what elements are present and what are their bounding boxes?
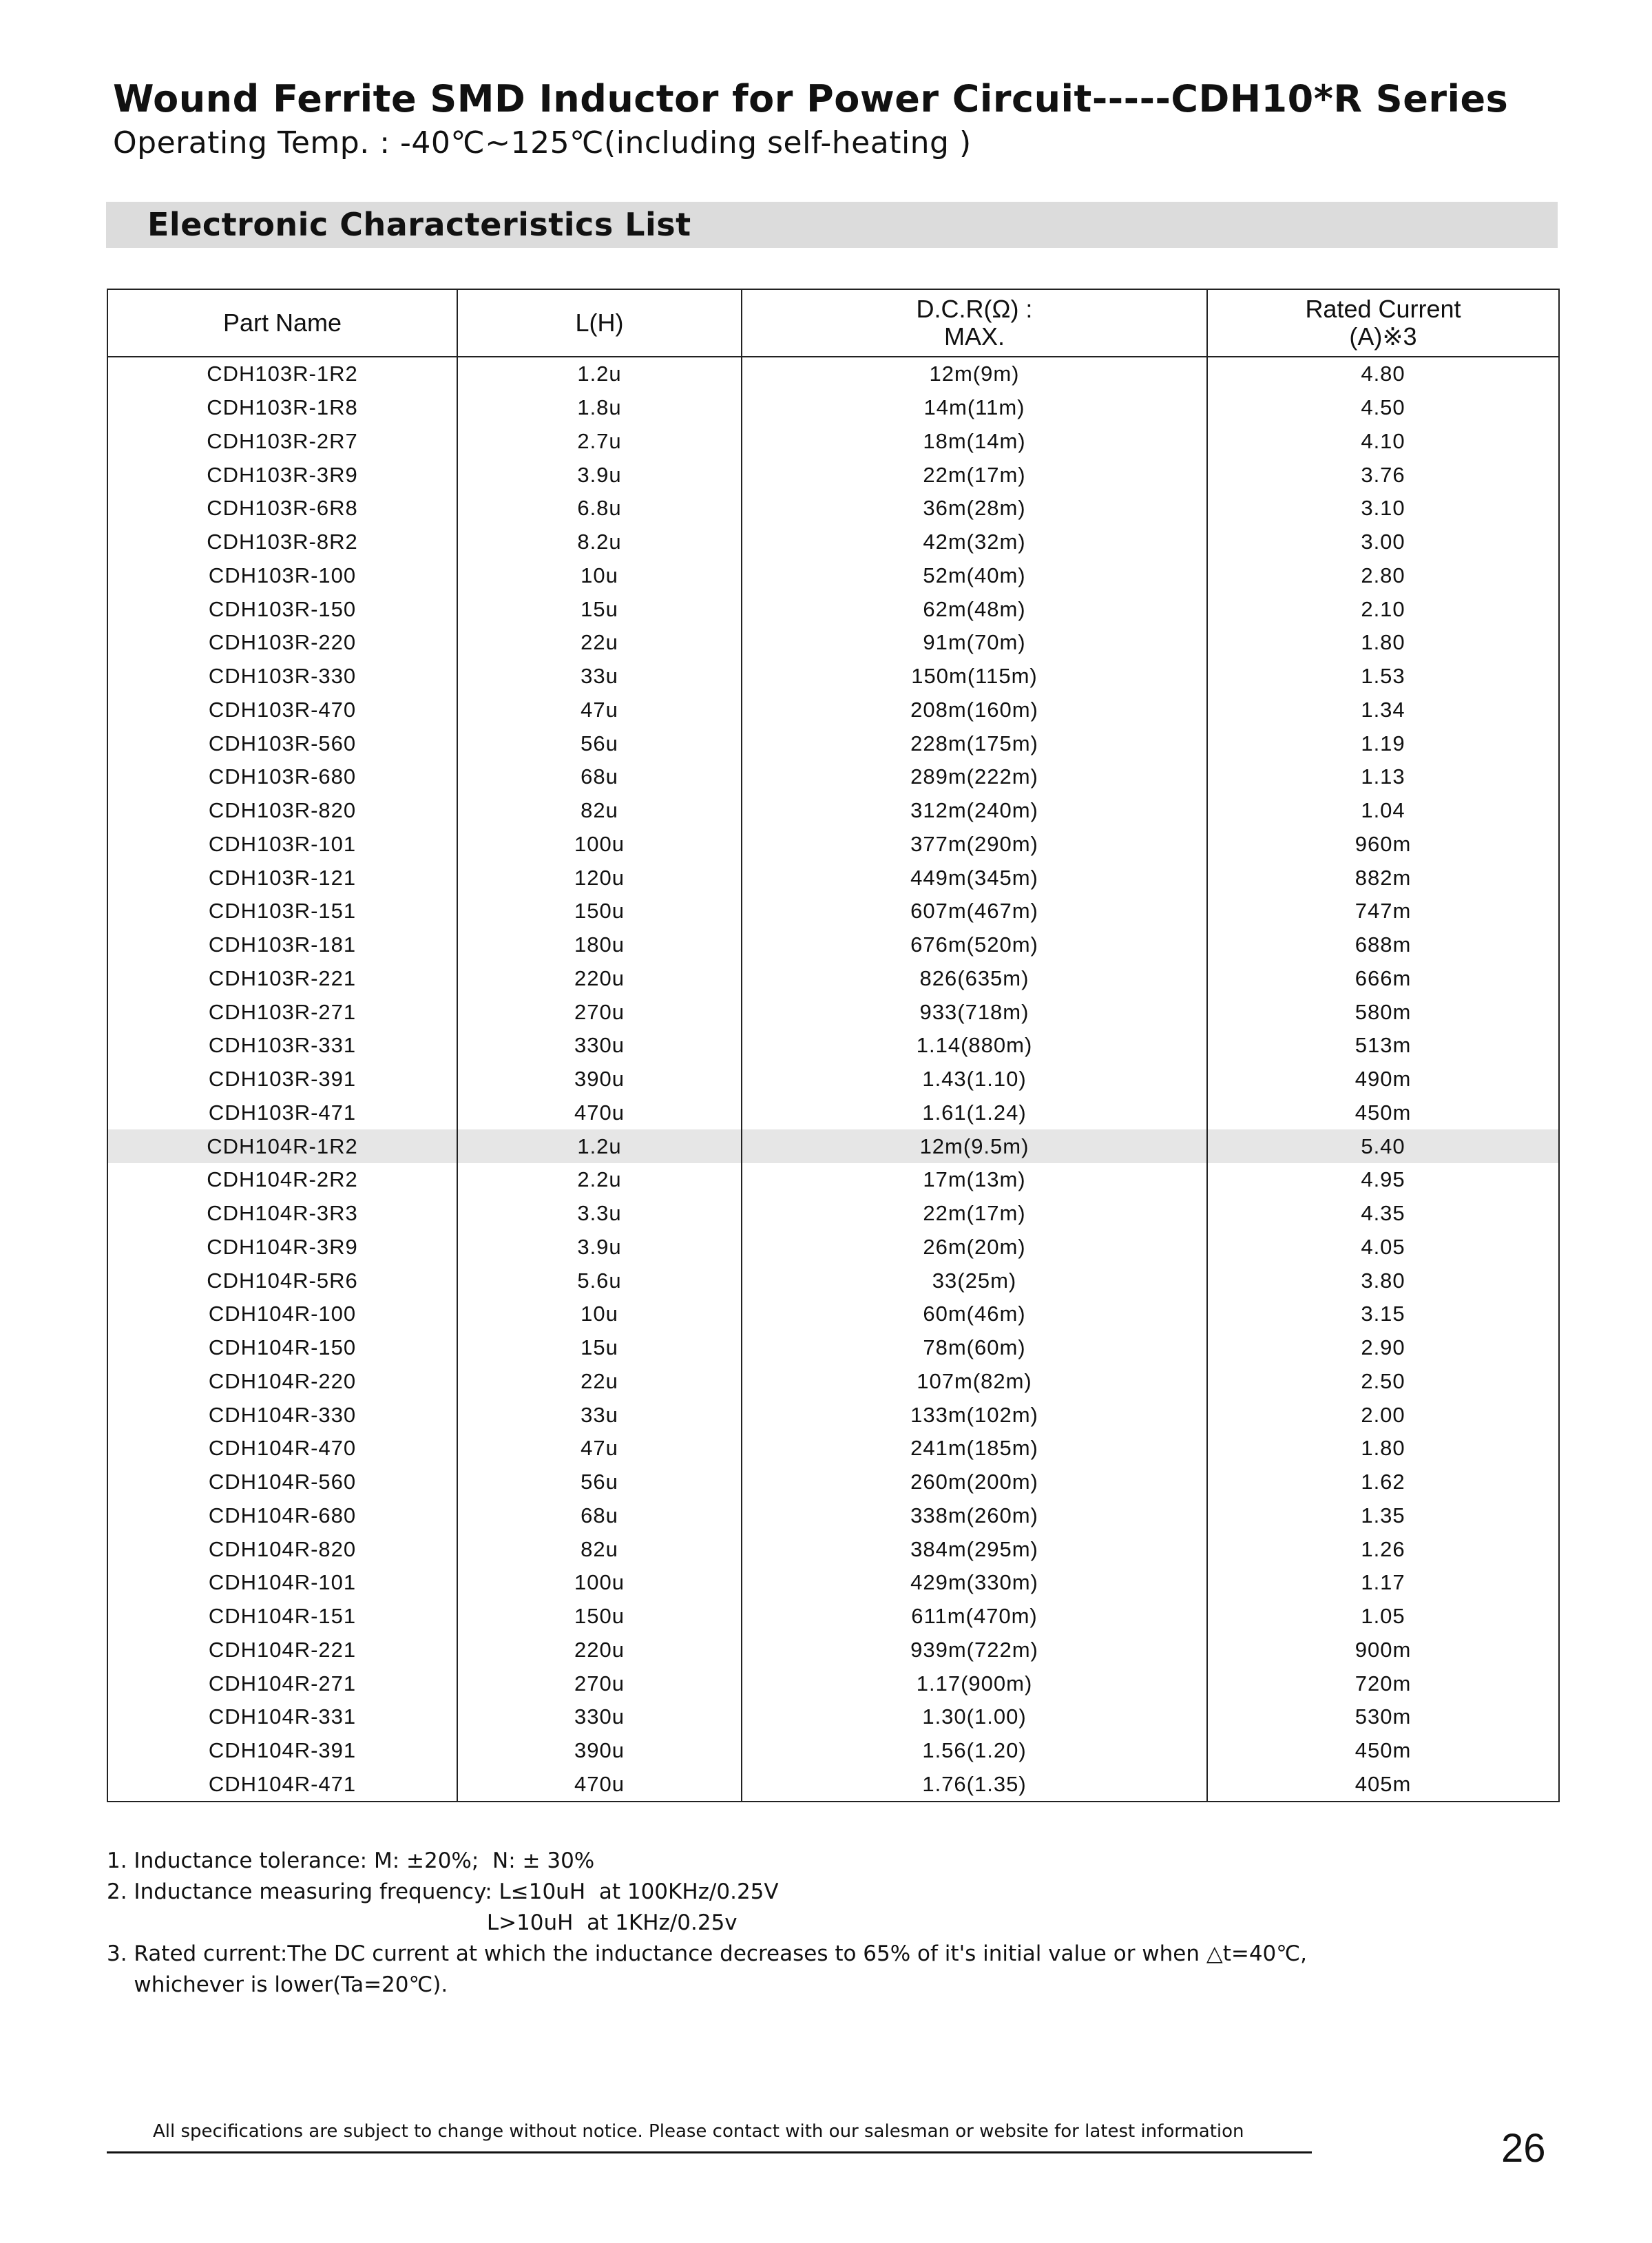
table-row bbox=[107, 895, 1559, 928]
table-row bbox=[107, 1700, 1559, 1734]
cell-dcr: 228m(175m) bbox=[742, 727, 1207, 760]
cell-inductance: 33u bbox=[457, 660, 742, 693]
cell-part-name: CDH104R-101 bbox=[107, 1566, 457, 1600]
cell-dcr: 1.61(1.24) bbox=[742, 1096, 1207, 1130]
table-row bbox=[107, 1063, 1559, 1096]
cell-inductance: 3.9u bbox=[457, 458, 742, 492]
cell-dcr: 1.56(1.20) bbox=[742, 1734, 1207, 1768]
table-header-row bbox=[107, 289, 1559, 357]
table-row bbox=[107, 525, 1559, 559]
cell-part-name: CDH104R-330 bbox=[107, 1398, 457, 1432]
cell-part-name: CDH104R-470 bbox=[107, 1432, 457, 1465]
cell-inductance: 82u bbox=[457, 1532, 742, 1566]
table-row bbox=[107, 1432, 1559, 1465]
cell-rated-current: 4.05 bbox=[1207, 1231, 1559, 1264]
cell-dcr: 14m(11m) bbox=[742, 391, 1207, 425]
table-row bbox=[107, 760, 1559, 794]
cell-dcr: 26m(20m) bbox=[742, 1231, 1207, 1264]
cell-part-name: CDH103R-2R7 bbox=[107, 425, 457, 459]
cell-dcr: 384m(295m) bbox=[742, 1532, 1207, 1566]
cell-inductance: 68u bbox=[457, 1499, 742, 1533]
table-row bbox=[107, 626, 1559, 660]
cell-part-name: CDH103R-1R8 bbox=[107, 391, 457, 425]
characteristics-table bbox=[107, 289, 1560, 1802]
cell-inductance: 22u bbox=[457, 1365, 742, 1399]
table-row bbox=[107, 995, 1559, 1029]
cell-part-name: CDH103R-470 bbox=[107, 693, 457, 727]
notes bbox=[107, 1846, 1307, 2001]
cell-inductance: 8.2u bbox=[457, 525, 742, 559]
cell-dcr: 676m(520m) bbox=[742, 928, 1207, 962]
cell-inductance: 100u bbox=[457, 1566, 742, 1600]
header-rated-line1: Rated Current bbox=[1305, 295, 1461, 323]
cell-rated-current: 4.80 bbox=[1207, 357, 1559, 391]
table-row bbox=[107, 1331, 1559, 1365]
note-frequency-cont: L>10uH at 1KHz/0.25v bbox=[107, 1910, 738, 1935]
cell-inductance: 220u bbox=[457, 962, 742, 996]
cell-inductance: 2.7u bbox=[457, 425, 742, 459]
cell-rated-current: 1.35 bbox=[1207, 1499, 1559, 1533]
table-row bbox=[107, 492, 1559, 525]
section-title: Electronic Characteristics List bbox=[147, 206, 691, 243]
cell-dcr: 260m(200m) bbox=[742, 1465, 1207, 1499]
cell-dcr: 449m(345m) bbox=[742, 861, 1207, 895]
cell-inductance: 150u bbox=[457, 895, 742, 928]
cell-dcr: 1.17(900m) bbox=[742, 1667, 1207, 1700]
cell-part-name: CDH103R-3R9 bbox=[107, 458, 457, 492]
cell-rated-current: 2.00 bbox=[1207, 1398, 1559, 1432]
note-rated-current-cont: whichever is lower(Ta=20℃). bbox=[107, 1972, 448, 1997]
cell-part-name: CDH103R-330 bbox=[107, 660, 457, 693]
cell-inductance: 330u bbox=[457, 1700, 742, 1734]
cell-rated-current: 450m bbox=[1207, 1096, 1559, 1130]
cell-dcr: 60m(46m) bbox=[742, 1297, 1207, 1331]
cell-inductance: 5.6u bbox=[457, 1264, 742, 1297]
cell-rated-current: 2.50 bbox=[1207, 1365, 1559, 1399]
cell-dcr: 1.76(1.35) bbox=[742, 1768, 1207, 1802]
cell-part-name: CDH103R-1R2 bbox=[107, 357, 457, 391]
cell-rated-current: 405m bbox=[1207, 1768, 1559, 1802]
cell-dcr: 107m(82m) bbox=[742, 1365, 1207, 1399]
table-row bbox=[107, 1029, 1559, 1063]
cell-dcr: 22m(17m) bbox=[742, 1197, 1207, 1231]
table-row bbox=[107, 425, 1559, 459]
cell-part-name: CDH104R-3R9 bbox=[107, 1231, 457, 1264]
table-row bbox=[107, 1566, 1559, 1600]
cell-dcr: 611m(470m) bbox=[742, 1600, 1207, 1634]
cell-part-name: CDH103R-6R8 bbox=[107, 492, 457, 525]
cell-part-name: CDH104R-680 bbox=[107, 1499, 457, 1533]
table-row bbox=[107, 1197, 1559, 1231]
cell-rated-current: 4.35 bbox=[1207, 1197, 1559, 1231]
cell-part-name: CDH104R-3R3 bbox=[107, 1197, 457, 1231]
cell-dcr: 18m(14m) bbox=[742, 425, 1207, 459]
table-row bbox=[107, 693, 1559, 727]
cell-rated-current: 960m bbox=[1207, 828, 1559, 862]
cell-dcr: 33(25m) bbox=[742, 1264, 1207, 1297]
cell-inductance: 15u bbox=[457, 592, 742, 626]
cell-inductance: 22u bbox=[457, 626, 742, 660]
cell-part-name: CDH104R-820 bbox=[107, 1532, 457, 1566]
table-row bbox=[107, 1365, 1559, 1399]
cell-inductance: 150u bbox=[457, 1600, 742, 1634]
cell-dcr: 1.14(880m) bbox=[742, 1029, 1207, 1063]
table-row bbox=[107, 1768, 1559, 1802]
cell-inductance: 10u bbox=[457, 1297, 742, 1331]
footer-divider bbox=[107, 2151, 1312, 2153]
cell-rated-current: 2.10 bbox=[1207, 592, 1559, 626]
cell-rated-current: 1.80 bbox=[1207, 1432, 1559, 1465]
table-row bbox=[107, 1231, 1559, 1264]
cell-part-name: CDH104R-2R2 bbox=[107, 1163, 457, 1197]
cell-part-name: CDH103R-271 bbox=[107, 995, 457, 1029]
table-row bbox=[107, 928, 1559, 962]
table-row bbox=[107, 1264, 1559, 1297]
cell-rated-current: 1.13 bbox=[1207, 760, 1559, 794]
cell-dcr: 933(718m) bbox=[742, 995, 1207, 1029]
cell-dcr: 17m(13m) bbox=[742, 1163, 1207, 1197]
cell-part-name: CDH103R-560 bbox=[107, 727, 457, 760]
cell-dcr: 312m(240m) bbox=[742, 794, 1207, 828]
cell-part-name: CDH104R-391 bbox=[107, 1734, 457, 1768]
table-row bbox=[107, 1297, 1559, 1331]
cell-inductance: 270u bbox=[457, 1667, 742, 1700]
cell-inductance: 220u bbox=[457, 1634, 742, 1667]
cell-dcr: 939m(722m) bbox=[742, 1634, 1207, 1667]
header-part-name: Part Name bbox=[107, 289, 457, 357]
cell-part-name: CDH104R-150 bbox=[107, 1331, 457, 1365]
cell-part-name: CDH104R-100 bbox=[107, 1297, 457, 1331]
cell-rated-current: 513m bbox=[1207, 1029, 1559, 1063]
cell-inductance: 82u bbox=[457, 794, 742, 828]
cell-inductance: 6.8u bbox=[457, 492, 742, 525]
cell-inductance: 56u bbox=[457, 727, 742, 760]
table-row bbox=[107, 1163, 1559, 1197]
cell-inductance: 33u bbox=[457, 1398, 742, 1432]
cell-rated-current: 4.10 bbox=[1207, 425, 1559, 459]
cell-dcr: 150m(115m) bbox=[742, 660, 1207, 693]
cell-dcr: 12m(9.5m) bbox=[742, 1129, 1207, 1163]
cell-inductance: 390u bbox=[457, 1734, 742, 1768]
cell-part-name: CDH103R-820 bbox=[107, 794, 457, 828]
table-row bbox=[107, 727, 1559, 760]
cell-rated-current: 450m bbox=[1207, 1734, 1559, 1768]
cell-dcr: 78m(60m) bbox=[742, 1331, 1207, 1365]
cell-inductance: 390u bbox=[457, 1063, 742, 1096]
note-tolerance: 1. Inductance tolerance: M: ±20%; N: ± 30% bbox=[107, 1848, 595, 1873]
table-row bbox=[107, 592, 1559, 626]
cell-inductance: 68u bbox=[457, 760, 742, 794]
table-row bbox=[107, 1532, 1559, 1566]
cell-rated-current: 490m bbox=[1207, 1063, 1559, 1096]
header-dcr-line1: D.C.R(Ω) : bbox=[916, 295, 1033, 323]
cell-rated-current: 1.19 bbox=[1207, 727, 1559, 760]
cell-rated-current: 1.04 bbox=[1207, 794, 1559, 828]
cell-inductance: 470u bbox=[457, 1768, 742, 1802]
operating-temp-subtitle: Operating Temp. : -40℃~125℃(including self-heating ) bbox=[113, 125, 972, 160]
table-row bbox=[107, 861, 1559, 895]
cell-inductance: 3.3u bbox=[457, 1197, 742, 1231]
cell-rated-current: 882m bbox=[1207, 861, 1559, 895]
cell-rated-current: 5.40 bbox=[1207, 1129, 1559, 1163]
table-row bbox=[107, 357, 1559, 391]
cell-part-name: CDH104R-1R2 bbox=[107, 1129, 457, 1163]
cell-dcr: 36m(28m) bbox=[742, 492, 1207, 525]
cell-part-name: CDH103R-8R2 bbox=[107, 525, 457, 559]
cell-part-name: CDH103R-680 bbox=[107, 760, 457, 794]
table-row bbox=[107, 828, 1559, 862]
cell-part-name: CDH104R-221 bbox=[107, 1634, 457, 1667]
cell-dcr: 607m(467m) bbox=[742, 895, 1207, 928]
table-row bbox=[107, 660, 1559, 693]
note-rated-current: 3. Rated current:The DC current at which the inductance decreases to 65% of it's initial value or when △t=40℃, bbox=[107, 1941, 1307, 1966]
cell-dcr: 52m(40m) bbox=[742, 559, 1207, 593]
cell-part-name: CDH103R-121 bbox=[107, 861, 457, 895]
table-body bbox=[107, 357, 1559, 1802]
cell-part-name: CDH104R-151 bbox=[107, 1600, 457, 1634]
cell-rated-current: 530m bbox=[1207, 1700, 1559, 1734]
cell-rated-current: 3.10 bbox=[1207, 492, 1559, 525]
cell-inductance: 2.2u bbox=[457, 1163, 742, 1197]
header-dcr-line2: MAX. bbox=[943, 322, 1005, 351]
footer-disclaimer: All specifications are subject to change without notice. Please contact with our salesman or website for latest information bbox=[153, 2121, 1244, 2142]
cell-inductance: 47u bbox=[457, 1432, 742, 1465]
cell-inductance: 1.2u bbox=[457, 1129, 742, 1163]
cell-inductance: 15u bbox=[457, 1331, 742, 1365]
table-row bbox=[107, 794, 1559, 828]
note-frequency: 2. Inductance measuring frequency: L≤10uH at 100KHz/0.25V bbox=[107, 1879, 779, 1904]
cell-rated-current: 2.80 bbox=[1207, 559, 1559, 593]
table-row bbox=[107, 458, 1559, 492]
cell-dcr: 133m(102m) bbox=[742, 1398, 1207, 1432]
cell-dcr: 62m(48m) bbox=[742, 592, 1207, 626]
table-row bbox=[107, 1096, 1559, 1130]
cell-rated-current: 1.17 bbox=[1207, 1566, 1559, 1600]
cell-rated-current: 688m bbox=[1207, 928, 1559, 962]
header-rated-line2: (A)※3 bbox=[1349, 322, 1417, 351]
cell-rated-current: 1.80 bbox=[1207, 626, 1559, 660]
table-row bbox=[107, 559, 1559, 593]
table-row bbox=[107, 1600, 1559, 1634]
table-row bbox=[107, 391, 1559, 425]
cell-dcr: 338m(260m) bbox=[742, 1499, 1207, 1533]
page-number: 26 bbox=[1501, 2126, 1546, 2171]
cell-rated-current: 3.00 bbox=[1207, 525, 1559, 559]
cell-rated-current: 1.62 bbox=[1207, 1465, 1559, 1499]
cell-part-name: CDH103R-221 bbox=[107, 962, 457, 996]
cell-part-name: CDH103R-471 bbox=[107, 1096, 457, 1130]
table-row bbox=[107, 1465, 1559, 1499]
cell-inductance: 10u bbox=[457, 559, 742, 593]
table-row bbox=[107, 962, 1559, 996]
cell-part-name: CDH104R-271 bbox=[107, 1667, 457, 1700]
table-row bbox=[107, 1734, 1559, 1768]
table-row bbox=[107, 1667, 1559, 1700]
table-row bbox=[107, 1129, 1559, 1163]
cell-rated-current: 4.50 bbox=[1207, 391, 1559, 425]
cell-dcr: 208m(160m) bbox=[742, 693, 1207, 727]
cell-inductance: 270u bbox=[457, 995, 742, 1029]
cell-inductance: 470u bbox=[457, 1096, 742, 1130]
cell-inductance: 3.9u bbox=[457, 1231, 742, 1264]
cell-part-name: CDH104R-331 bbox=[107, 1700, 457, 1734]
cell-dcr: 826(635m) bbox=[742, 962, 1207, 996]
cell-rated-current: 3.15 bbox=[1207, 1297, 1559, 1331]
cell-part-name: CDH103R-150 bbox=[107, 592, 457, 626]
cell-part-name: CDH103R-331 bbox=[107, 1029, 457, 1063]
cell-rated-current: 1.53 bbox=[1207, 660, 1559, 693]
cell-rated-current: 1.26 bbox=[1207, 1532, 1559, 1566]
cell-part-name: CDH103R-100 bbox=[107, 559, 457, 593]
cell-part-name: CDH104R-220 bbox=[107, 1365, 457, 1399]
cell-inductance: 1.2u bbox=[457, 357, 742, 391]
cell-dcr: 1.43(1.10) bbox=[742, 1063, 1207, 1096]
document-title: Wound Ferrite SMD Inductor for Power Circuit-----CDH10*R Series bbox=[113, 77, 1509, 121]
cell-dcr: 377m(290m) bbox=[742, 828, 1207, 862]
cell-inductance: 330u bbox=[457, 1029, 742, 1063]
cell-part-name: CDH103R-220 bbox=[107, 626, 457, 660]
cell-dcr: 429m(330m) bbox=[742, 1566, 1207, 1600]
cell-rated-current: 900m bbox=[1207, 1634, 1559, 1667]
cell-part-name: CDH104R-471 bbox=[107, 1768, 457, 1802]
cell-rated-current: 3.80 bbox=[1207, 1264, 1559, 1297]
cell-part-name: CDH104R-5R6 bbox=[107, 1264, 457, 1297]
cell-rated-current: 747m bbox=[1207, 895, 1559, 928]
cell-dcr: 91m(70m) bbox=[742, 626, 1207, 660]
cell-inductance: 56u bbox=[457, 1465, 742, 1499]
cell-rated-current: 3.76 bbox=[1207, 458, 1559, 492]
cell-rated-current: 1.34 bbox=[1207, 693, 1559, 727]
table-row bbox=[107, 1499, 1559, 1533]
cell-dcr: 241m(185m) bbox=[742, 1432, 1207, 1465]
cell-inductance: 100u bbox=[457, 828, 742, 862]
header-dcr bbox=[742, 289, 1207, 357]
header-rated-current bbox=[1207, 289, 1559, 357]
cell-part-name: CDH103R-391 bbox=[107, 1063, 457, 1096]
cell-part-name: CDH104R-560 bbox=[107, 1465, 457, 1499]
cell-inductance: 180u bbox=[457, 928, 742, 962]
cell-dcr: 22m(17m) bbox=[742, 458, 1207, 492]
cell-rated-current: 1.05 bbox=[1207, 1600, 1559, 1634]
cell-part-name: CDH103R-101 bbox=[107, 828, 457, 862]
cell-rated-current: 580m bbox=[1207, 995, 1559, 1029]
cell-inductance: 47u bbox=[457, 693, 742, 727]
cell-rated-current: 720m bbox=[1207, 1667, 1559, 1700]
table-row bbox=[107, 1634, 1559, 1667]
cell-inductance: 120u bbox=[457, 861, 742, 895]
cell-dcr: 289m(222m) bbox=[742, 760, 1207, 794]
cell-dcr: 1.30(1.00) bbox=[742, 1700, 1207, 1734]
cell-rated-current: 666m bbox=[1207, 962, 1559, 996]
header-inductance: L(H) bbox=[457, 289, 742, 357]
cell-rated-current: 4.95 bbox=[1207, 1163, 1559, 1197]
section-header-bar bbox=[106, 202, 1558, 248]
cell-dcr: 42m(32m) bbox=[742, 525, 1207, 559]
cell-part-name: CDH103R-151 bbox=[107, 895, 457, 928]
table-row bbox=[107, 1398, 1559, 1432]
cell-rated-current: 2.90 bbox=[1207, 1331, 1559, 1365]
cell-inductance: 1.8u bbox=[457, 391, 742, 425]
cell-dcr: 12m(9m) bbox=[742, 357, 1207, 391]
cell-part-name: CDH103R-181 bbox=[107, 928, 457, 962]
